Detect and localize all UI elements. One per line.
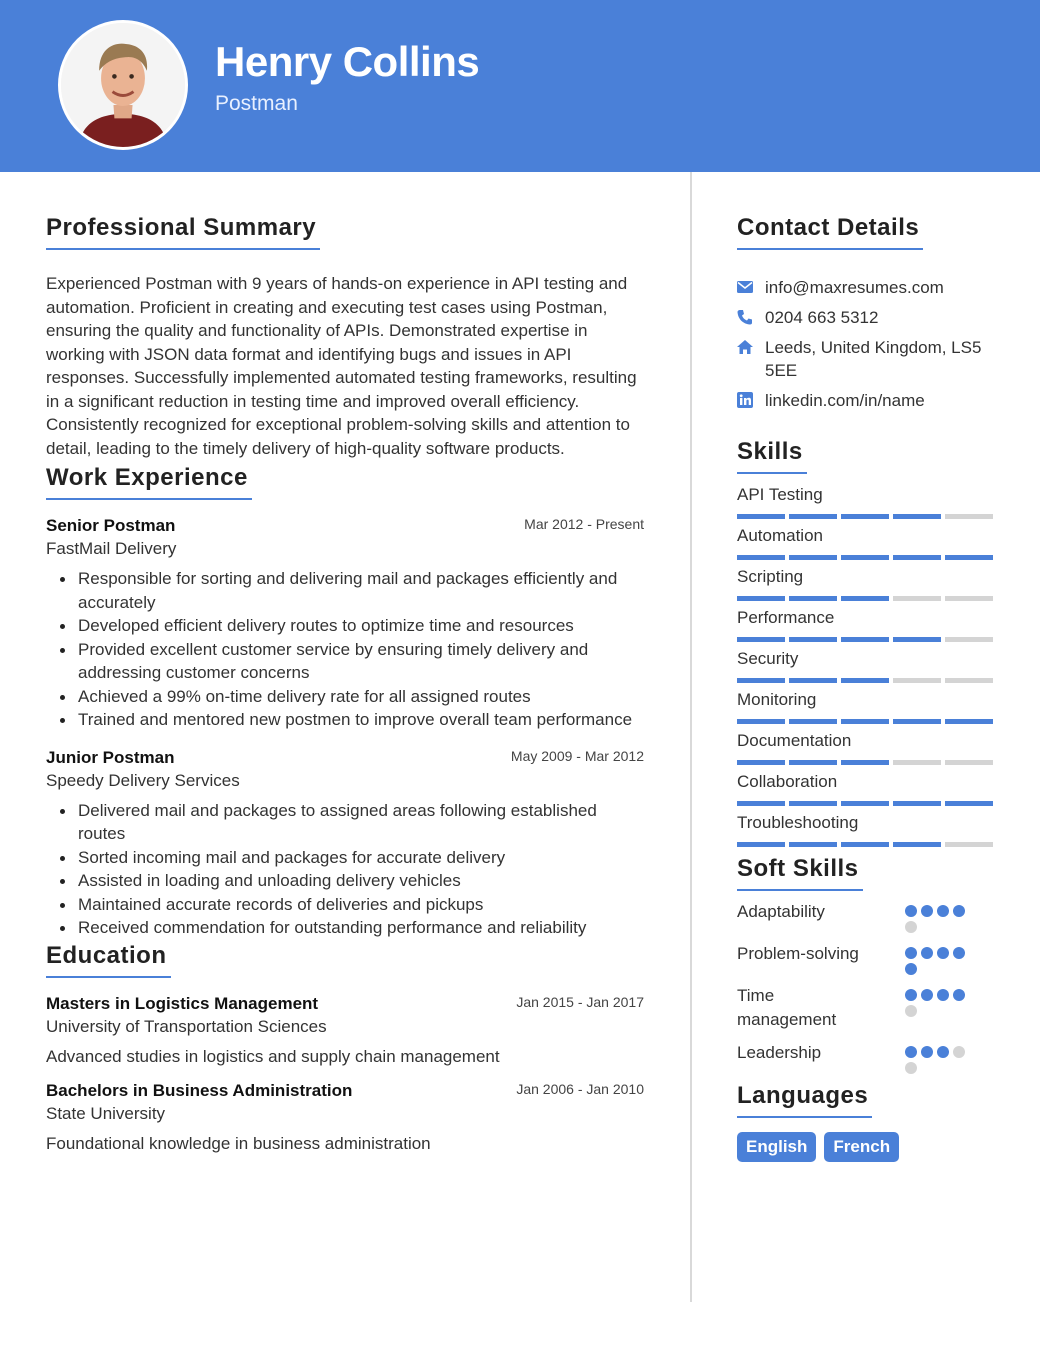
soft-skill-item	[737, 900, 997, 933]
skill-segment-filled	[737, 637, 785, 642]
language-tag: English	[737, 1132, 816, 1162]
languages-title: Languages	[737, 1082, 872, 1118]
skill-segment-empty	[945, 514, 993, 519]
rating-dot-filled	[937, 905, 949, 917]
experience-title: Work Experience	[46, 464, 252, 500]
skill-segment-filled	[737, 514, 785, 519]
education-description: Foundational knowledge in business administration	[46, 1133, 431, 1153]
skill-segment-filled	[789, 760, 837, 765]
skill-item	[737, 730, 997, 765]
rating-dot-filled	[921, 989, 933, 1001]
skill-segment-filled	[737, 842, 785, 847]
contact-phone-text: 0204 663 5312	[765, 308, 879, 327]
contact-phone[interactable]	[737, 306, 997, 329]
skill-segment-filled	[737, 760, 785, 765]
skill-segment-empty	[945, 596, 993, 601]
skill-segment-filled	[789, 514, 837, 519]
rating-dot-empty	[953, 1046, 965, 1058]
rating-dot-empty	[905, 1062, 917, 1074]
summary-text: Experienced Postman with 9 years of hands-on experience in API testing and automation. Proficient in creating and executing test cases using Postman, ensuring the quality and functionality of APIs. Demonstrated expertise in working with JSON data format and identifying bugs and issues in API responses. Successfully implemented automated testing frameworks, resulting in a significant reduction in testing time and improved overall efficiency. Consistently recognized for exceptional problem-solving skills and attention to detail, leading to the timely delivery of high-quality software products.	[46, 274, 637, 458]
home-icon	[737, 339, 753, 355]
rating-dot-filled	[937, 989, 949, 1001]
skill-item	[737, 689, 997, 724]
skill-level-bar	[737, 514, 997, 519]
main-column	[46, 214, 646, 1154]
skill-segment-filled	[945, 555, 993, 560]
skill-item	[737, 484, 997, 519]
job-company: Speedy Delivery Services	[46, 770, 240, 790]
education-entry	[46, 994, 646, 1067]
contact-address	[737, 336, 997, 382]
summary-section	[46, 214, 646, 460]
skill-segment-empty	[893, 678, 941, 683]
skill-segment-filled	[737, 719, 785, 724]
job-bullets	[46, 799, 646, 940]
education-description: Advanced studies in logistics and supply chain management	[46, 1046, 500, 1066]
rating-dot-filled	[921, 1046, 933, 1058]
skill-segment-filled	[841, 678, 889, 683]
soft-skill-name: Time management	[737, 986, 837, 1029]
skill-segment-filled	[737, 596, 785, 601]
job-company: FastMail Delivery	[46, 539, 177, 558]
job-bullet: Achieved a 99% on-time delivery rate for all assigned routes	[78, 685, 646, 709]
job-bullet: Provided excellent customer service by ensuring timely delivery and addressing customer concerns	[78, 638, 646, 685]
envelope-icon	[737, 279, 753, 295]
skill-level-bar	[737, 678, 997, 683]
contact-section	[737, 214, 997, 412]
job-date: Mar 2012 - Present	[524, 516, 644, 532]
job-bullet: Developed efficient delivery routes to optimize time and resources	[78, 614, 646, 638]
skill-segment-empty	[945, 678, 993, 683]
rating-dot-filled	[905, 989, 917, 1001]
skill-name: Monitoring	[737, 690, 817, 709]
skill-segment-filled	[841, 801, 889, 806]
side-column	[737, 214, 997, 1162]
skill-segment-filled	[841, 555, 889, 560]
rating-dot-filled	[905, 963, 917, 975]
job-bullet: Trained and mentored new postmen to improve overall team performance	[78, 708, 646, 732]
rating-dot-filled	[921, 947, 933, 959]
skills-title: Skills	[737, 438, 807, 474]
skill-segment-filled	[789, 555, 837, 560]
languages-section	[737, 1082, 997, 1162]
skill-level-bar	[737, 596, 997, 601]
skill-level-bar	[737, 555, 997, 560]
job-entry	[46, 748, 646, 940]
job-bullet: Received commendation for outstanding performance and reliability	[78, 916, 646, 940]
skill-level-bar	[737, 719, 997, 724]
experience-section	[46, 464, 646, 940]
degree-title: Bachelors in Business Administration	[46, 1080, 353, 1100]
skill-name: Documentation	[737, 731, 852, 750]
skill-name: Scripting	[737, 567, 804, 586]
soft-skill-item	[737, 984, 997, 1032]
skill-segment-filled	[789, 719, 837, 724]
skill-segment-filled	[893, 555, 941, 560]
contact-linkedin-text: linkedin.com/in/name	[765, 391, 925, 410]
contact-title: Contact Details	[737, 214, 923, 250]
skills-list	[737, 484, 997, 847]
contact-linkedin[interactable]	[737, 389, 997, 412]
rating-dot-filled	[953, 989, 965, 1001]
skill-segment-empty	[945, 637, 993, 642]
soft-skill-name: Leadership	[737, 1043, 822, 1062]
column-divider	[690, 172, 692, 1302]
skill-segment-filled	[789, 842, 837, 847]
skill-segment-filled	[841, 637, 889, 642]
candidate-role: Postman	[215, 92, 298, 115]
skill-segment-empty	[945, 760, 993, 765]
soft-skill-item	[737, 1041, 997, 1074]
rating-dot-filled	[937, 947, 949, 959]
skill-segment-filled	[893, 637, 941, 642]
skill-segment-filled	[737, 801, 785, 806]
skills-section	[737, 438, 997, 847]
skill-segment-filled	[841, 760, 889, 765]
job-bullet: Responsible for sorting and delivering mail and packages efficiently and accurately	[78, 567, 646, 614]
skill-segment-filled	[841, 719, 889, 724]
education-title: Education	[46, 942, 171, 978]
contact-email[interactable]	[737, 276, 997, 299]
soft-skill-rating	[905, 1041, 977, 1074]
skill-segment-filled	[737, 555, 785, 560]
soft-skill-item	[737, 942, 997, 975]
job-bullets	[46, 567, 646, 732]
language-tag: French	[824, 1132, 899, 1162]
degree-title: Masters in Logistics Management	[46, 993, 319, 1013]
skill-name: Automation	[737, 526, 823, 545]
skill-name: API Testing	[737, 485, 823, 504]
education-entry	[46, 1081, 646, 1154]
job-bullet: Maintained accurate records of deliveries and pickups	[78, 893, 646, 917]
job-bullet: Sorted incoming mail and packages for accurate delivery	[78, 846, 646, 870]
skill-segment-filled	[789, 801, 837, 806]
skill-segment-filled	[737, 678, 785, 683]
rating-dot-filled	[905, 947, 917, 959]
skill-segment-empty	[945, 842, 993, 847]
skill-segment-filled	[893, 514, 941, 519]
skill-name: Troubleshooting	[737, 813, 859, 832]
job-bullet: Assisted in loading and unloading delivery vehicles	[78, 869, 646, 893]
soft-skill-rating	[905, 900, 977, 933]
skill-level-bar	[737, 801, 997, 806]
contact-email-text: info@maxresumes.com	[765, 278, 944, 297]
skill-item	[737, 648, 997, 683]
job-date: May 2009 - Mar 2012	[510, 747, 644, 764]
profile-photo-icon	[61, 23, 185, 147]
soft-skill-rating	[905, 984, 977, 1017]
languages-list	[737, 1132, 997, 1162]
soft-skill-name: Adaptability	[737, 902, 825, 921]
skill-item	[737, 566, 997, 601]
rating-dot-filled	[953, 905, 965, 917]
rating-dot-empty	[905, 1005, 917, 1017]
skill-segment-filled	[945, 801, 993, 806]
soft-skill-name: Problem-solving	[737, 944, 859, 963]
contact-address-text: Leeds, United Kingdom, LS5 5EE	[765, 338, 982, 380]
rating-dot-empty	[905, 921, 917, 933]
education-date: Jan 2006 - Jan 2010	[516, 1080, 644, 1097]
skill-segment-filled	[893, 842, 941, 847]
education-date: Jan 2015 - Jan 2017	[516, 993, 644, 1010]
job-bullet: Delivered mail and packages to assigned areas following established routes	[78, 799, 646, 846]
rating-dot-filled	[905, 1046, 917, 1058]
job-entry	[46, 516, 646, 732]
phone-icon	[737, 309, 753, 325]
skill-segment-filled	[893, 719, 941, 724]
candidate-name: Henry Collins	[215, 38, 480, 85]
skill-item	[737, 525, 997, 560]
linkedin-icon	[737, 392, 753, 408]
rating-dot-filled	[937, 1046, 949, 1058]
skill-segment-filled	[841, 596, 889, 601]
skill-segment-empty	[893, 760, 941, 765]
skill-segment-filled	[789, 596, 837, 601]
summary-title: Professional Summary	[46, 214, 320, 250]
soft-skills-section	[737, 855, 997, 1074]
resume-header	[0, 0, 1040, 172]
rating-dot-filled	[953, 947, 965, 959]
school-name: State University	[46, 1103, 166, 1123]
skill-name: Collaboration	[737, 772, 838, 791]
skill-segment-filled	[841, 514, 889, 519]
rating-dot-filled	[921, 905, 933, 917]
skill-level-bar	[737, 842, 997, 847]
skill-level-bar	[737, 637, 997, 642]
skill-segment-filled	[789, 678, 837, 683]
skill-name: Security	[737, 649, 799, 668]
job-title: Senior Postman	[46, 516, 176, 535]
skill-name: Performance	[737, 608, 835, 627]
skill-item	[737, 812, 997, 847]
soft-skill-rating	[905, 942, 977, 975]
skill-segment-filled	[789, 637, 837, 642]
skill-level-bar	[737, 760, 997, 765]
school-name: University of Transportation Sciences	[46, 1016, 327, 1036]
skill-item	[737, 607, 997, 642]
skill-segment-filled	[841, 842, 889, 847]
soft-skills-title: Soft Skills	[737, 855, 863, 891]
education-section	[46, 942, 646, 1154]
profile-photo	[58, 20, 188, 150]
skill-segment-filled	[945, 719, 993, 724]
job-title: Junior Postman	[46, 747, 175, 767]
skill-item	[737, 771, 997, 806]
rating-dot-filled	[905, 905, 917, 917]
skill-segment-filled	[893, 801, 941, 806]
skill-segment-empty	[893, 596, 941, 601]
soft-skills-list	[737, 900, 997, 1074]
